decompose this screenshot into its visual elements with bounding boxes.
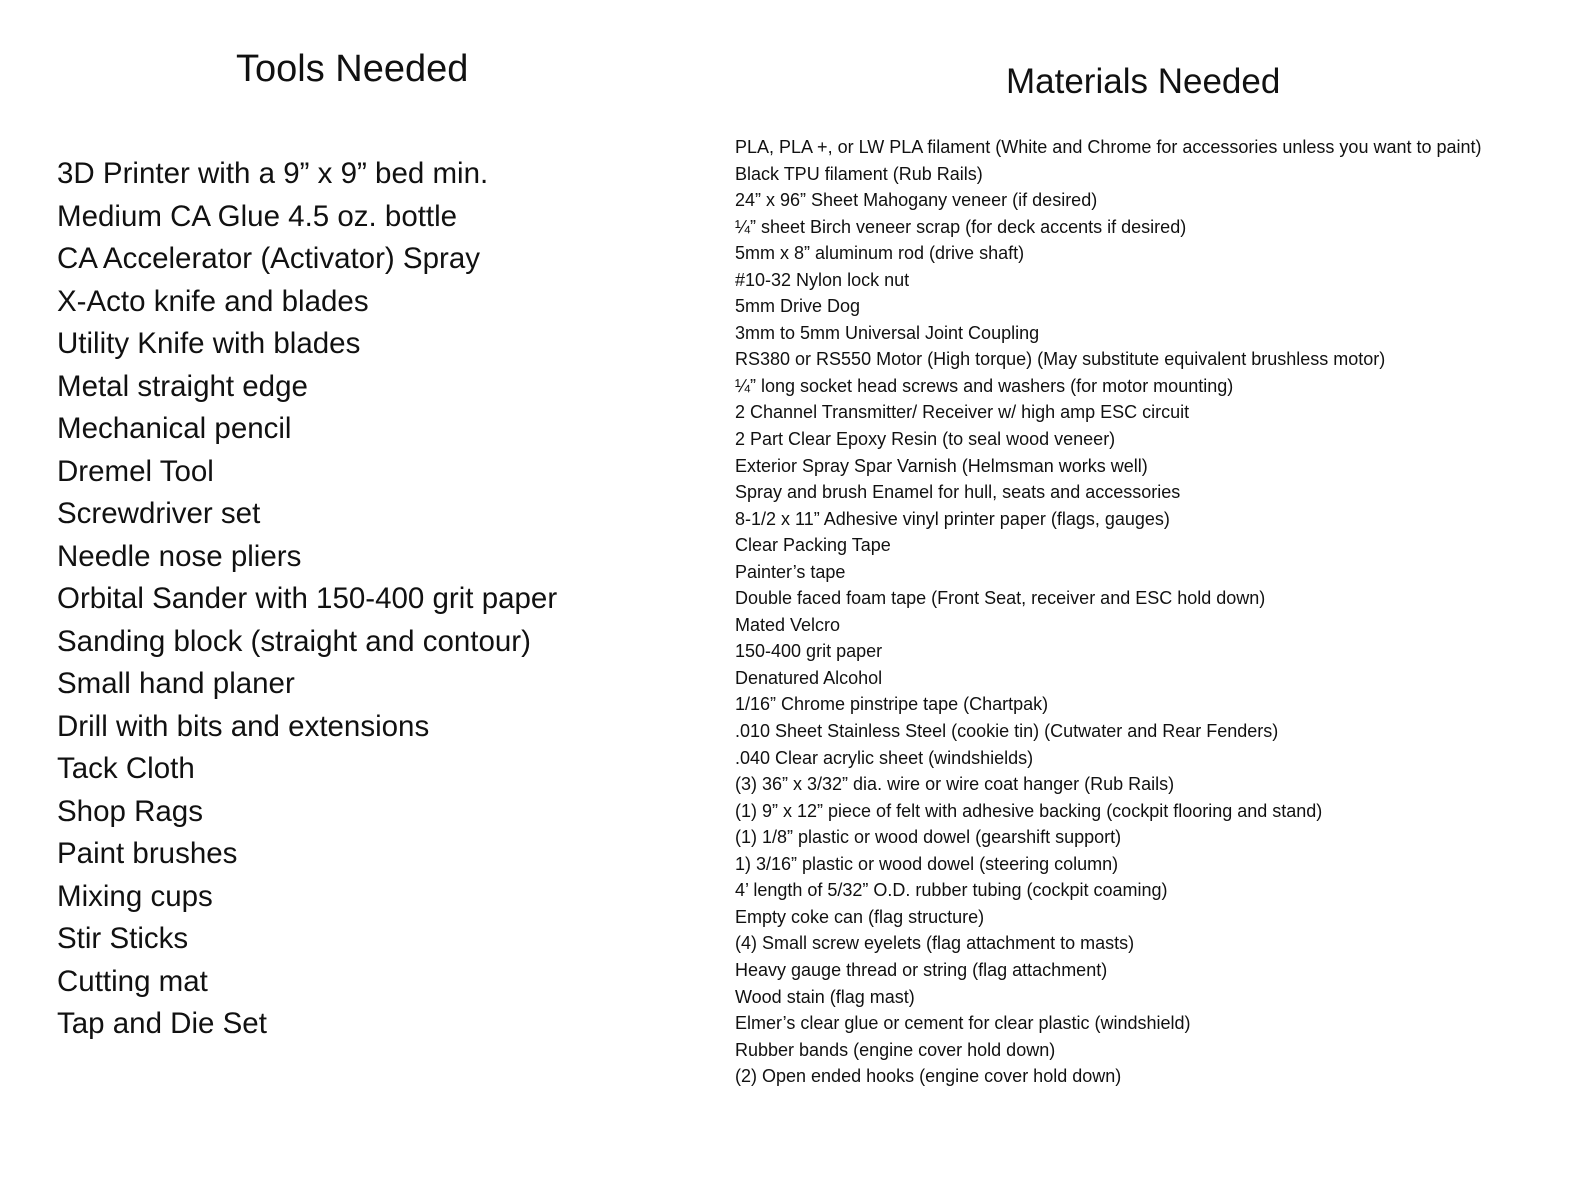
material-item: .040 Clear acrylic sheet (windshields) (735, 747, 1034, 768)
tool-item: X-Acto knife and blades (57, 284, 369, 318)
material-item: 150-400 grit paper (735, 641, 883, 662)
tool-item: Screwdriver set (57, 497, 261, 530)
material-item: Exterior Spray Spar Varnish (Helmsman works well) (735, 455, 1148, 476)
material-item: Denatured Alcohol (735, 667, 883, 688)
material-item: 1) 3/16” plastic or wood dowel (steering column) (735, 853, 1119, 874)
material-item: 3mm to 5mm Universal Joint Coupling (735, 322, 1040, 343)
material-item: PLA, PLA +, or LW PLA filament (White and Chrome for accessories unless you want to paint) (735, 137, 1482, 157)
tool-item: CA Accelerator (Activator) Spray (57, 242, 480, 275)
material-item: Rubber bands (engine cover hold down) (735, 1039, 1056, 1060)
material-item: Double faced foam tape (Front Seat, receiver and ESC hold down) (735, 588, 1266, 609)
tool-item: Sanding block (straight and contour) (57, 624, 531, 658)
tool-item: Dremel Tool (57, 454, 214, 488)
material-item: 8-1/2 x 11” Adhesive vinyl printer paper (flags, gauges) (735, 508, 1170, 529)
material-item: (3) 36” x 3/32” dia. wire or wire coat hanger (Rub Rails) (735, 774, 1175, 795)
material-item: 5mm Drive Dog (735, 296, 861, 317)
material-item: (2) Open ended hooks (engine cover hold down) (735, 1066, 1122, 1087)
material-item: RS380 or RS550 Motor (High torque) (May substitute equivalent brushless motor) (735, 349, 1386, 370)
tool-item: Utility Knife with blades (57, 327, 361, 360)
material-item: .010 Sheet Stainless Steel (cookie tin) (Cutwater and Rear Fenders) (735, 721, 1279, 742)
material-item: Empty coke can (flag structure) (735, 906, 985, 927)
tool-item: Paint brushes (57, 837, 238, 870)
tool-item: Tap and Die Set (57, 1007, 267, 1040)
material-item: Painter’s tape (735, 561, 846, 582)
material-item: 24” x 96” Sheet Mahogany veneer (if desired) (735, 190, 1098, 211)
tool-item: Mechanical pencil (57, 412, 292, 445)
tool-item: Small hand planer (57, 667, 295, 700)
materials-list (735, 134, 1482, 1090)
tool-item: Tack Cloth (57, 752, 195, 785)
materials-title: Materials Needed (1006, 62, 1281, 101)
tool-item: Cutting mat (57, 964, 208, 998)
material-item: ¼” long socket head screws and washers (for motor mounting) (735, 375, 1234, 396)
tool-item: Stir Sticks (57, 922, 189, 955)
material-item: Heavy gauge thread or string (flag attachment) (735, 959, 1108, 980)
material-item: (4) Small screw eyelets (flag attachment to masts) (735, 933, 1135, 954)
material-item: Elmer’s clear glue or cement for clear plastic (windshield) (735, 1013, 1191, 1034)
material-item: Black TPU filament (Rub Rails) (735, 163, 983, 184)
material-item: (1) 1/8” plastic or wood dowel (gearshift support) (735, 827, 1122, 848)
material-item: 4’ length of 5/32” O.D. rubber tubing (cockpit coaming) (735, 880, 1168, 901)
material-item: (1) 9” x 12” piece of felt with adhesive backing (cockpit flooring and stand) (735, 800, 1323, 821)
material-item: 1/16” Chrome pinstripe tape (Chartpak) (735, 694, 1049, 715)
tool-item: Shop Rags (57, 794, 203, 828)
tool-item: Medium CA Glue 4.5 oz. bottle (57, 199, 458, 233)
material-item: Wood stain (flag mast) (735, 986, 915, 1007)
tools-title: Tools Needed (236, 48, 469, 90)
material-item: 2 Part Clear Epoxy Resin (to seal wood veneer) (735, 429, 1116, 450)
tool-item: 3D Printer with a 9” x 9” bed min. (57, 157, 489, 190)
material-item: Clear Packing Tape (735, 535, 891, 556)
tool-item: Metal straight edge (57, 369, 308, 403)
material-item: Mated Velcro (735, 614, 841, 635)
tool-item: Orbital Sander with 150-400 grit paper (57, 582, 558, 615)
material-item: 5mm x 8” aluminum rod (drive shaft) (735, 243, 1025, 264)
material-item: 2 Channel Transmitter/ Receiver w/ high amp ESC circuit (735, 402, 1190, 423)
material-item: ¼” sheet Birch veneer scrap (for deck accents if desired) (735, 216, 1187, 237)
material-item: Spray and brush Enamel for hull, seats and accessories (735, 482, 1181, 503)
tools-list (57, 153, 557, 1046)
tool-item: Drill with bits and extensions (57, 709, 430, 743)
material-item: #10-32 Nylon lock nut (735, 269, 910, 290)
tool-item: Needle nose pliers (57, 539, 302, 573)
tool-item: Mixing cups (57, 879, 213, 913)
